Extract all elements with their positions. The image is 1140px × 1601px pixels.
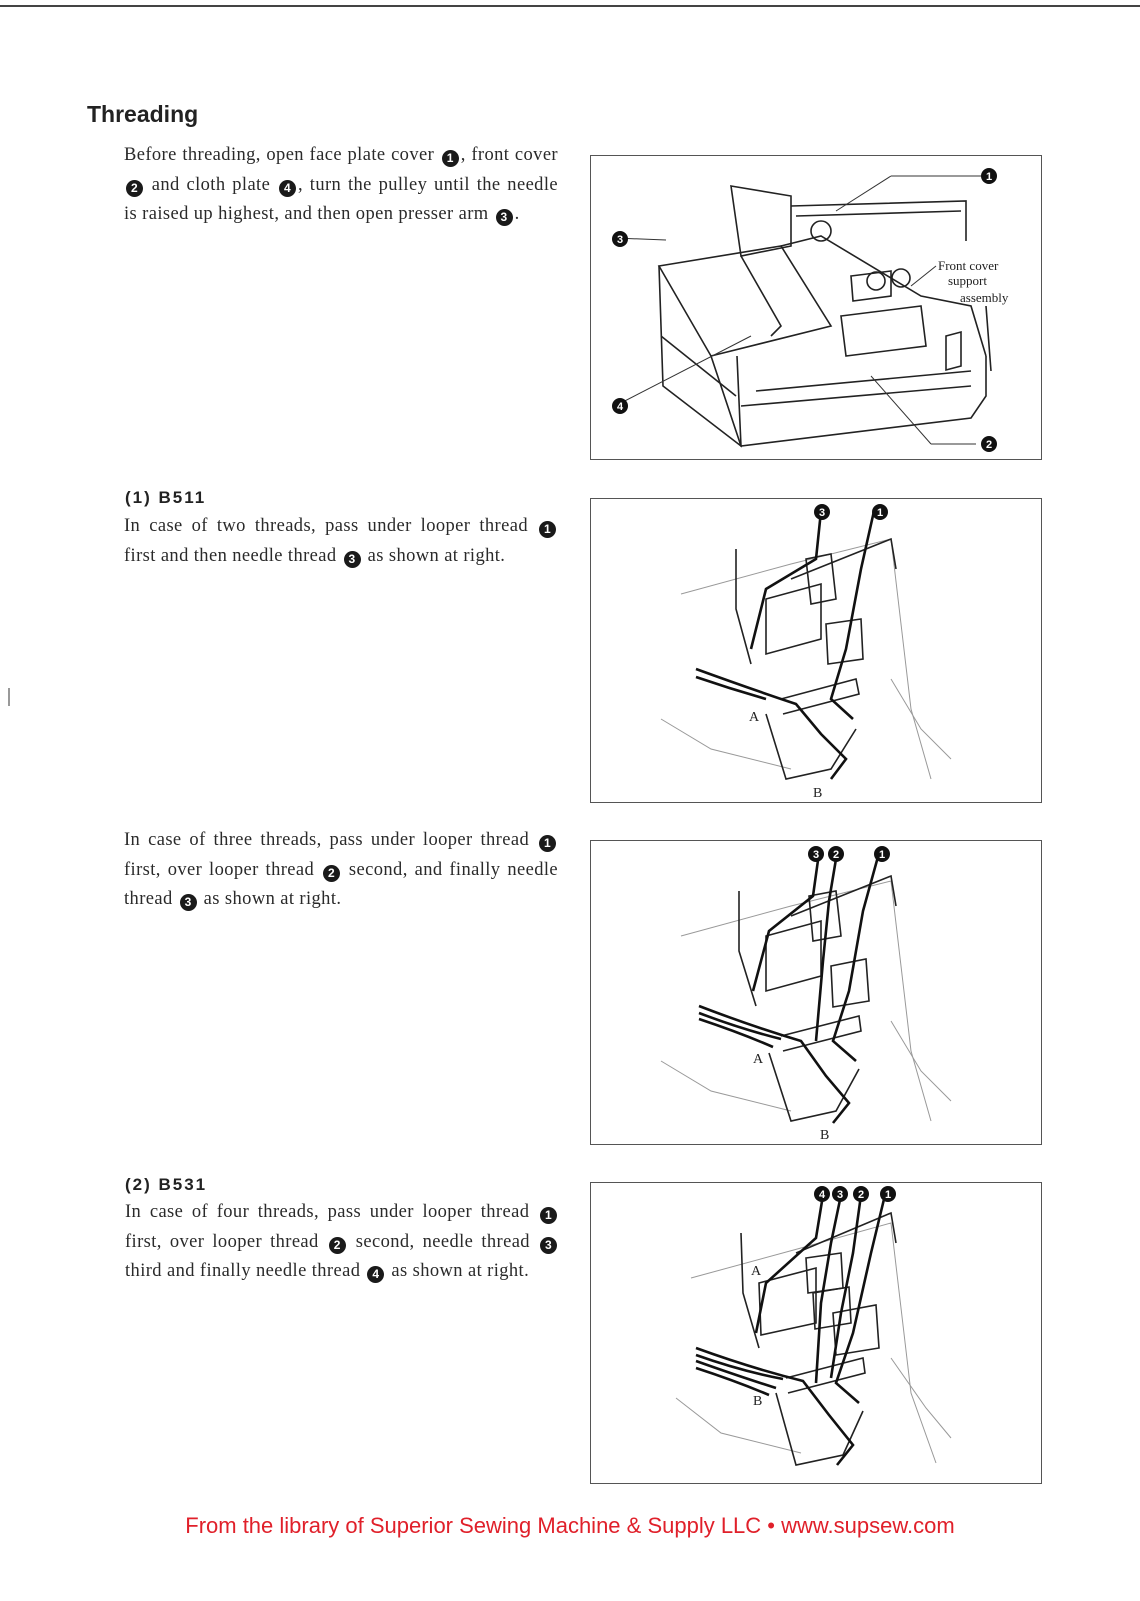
text: as shown at right.: [362, 545, 506, 566]
intro-text-5: .: [514, 204, 520, 224]
label-assembly: assembly: [960, 290, 1009, 305]
callout-label: 4: [616, 401, 624, 413]
callout-label: 1: [985, 171, 993, 183]
intro-text-2: , front cover: [460, 145, 558, 165]
callout-marker: 2: [323, 865, 340, 882]
callout-marker: 1: [540, 1207, 557, 1224]
callout-marker: 1: [539, 835, 556, 852]
callout-label: 1: [878, 849, 886, 861]
label-a: A: [751, 1264, 762, 1279]
leader-line: [836, 176, 891, 211]
label-support: support: [948, 273, 987, 288]
figure-machine-overview: [590, 155, 1042, 460]
four-thread-illustration: [591, 1183, 1041, 1483]
top-rule: [0, 5, 1140, 7]
text: third and finally needle thread: [125, 1261, 366, 1281]
figure-b511-two-thread: [590, 498, 1042, 803]
callout-marker: 4: [279, 180, 296, 197]
text: as shown at right.: [386, 1261, 530, 1281]
callout-label: 3: [818, 507, 826, 519]
intro-text-1: Before threading, open face plate cover: [124, 145, 440, 165]
leader-line: [871, 376, 931, 444]
callout-label: 3: [616, 234, 624, 246]
callout-marker: 1: [539, 521, 556, 538]
text: first and then needle thread: [124, 545, 342, 566]
callout-label: 2: [832, 849, 840, 861]
section-heading-b511: (1) B511: [125, 488, 207, 507]
text: first, over looper thread: [124, 859, 322, 880]
text: as shown at right.: [198, 889, 342, 909]
label-front-cover: Front cover: [938, 258, 999, 273]
b531-four-thread-paragraph: [125, 1198, 559, 1287]
callout-marker: 3: [496, 209, 513, 226]
figure-b531-four-thread: [590, 1182, 1042, 1484]
callout-marker: 4: [367, 1266, 384, 1283]
callout-label: 1: [876, 507, 884, 519]
text: second, and finally needle thread: [124, 859, 559, 909]
intro-paragraph: [124, 141, 558, 230]
callout-marker: 1: [442, 150, 459, 167]
text: second, needle thread: [347, 1231, 538, 1252]
callout-marker: 2: [126, 180, 143, 197]
two-thread-illustration: [591, 499, 1041, 802]
figure-b511-three-thread: [590, 840, 1042, 1145]
callout-label: 3: [812, 849, 820, 861]
callout-marker: 2: [329, 1237, 346, 1254]
b511-two-thread-paragraph: [124, 512, 558, 571]
callout-marker: 3: [540, 1237, 557, 1254]
page-title: Threading: [87, 101, 199, 127]
text: In case of four threads, pass under looper thread: [125, 1202, 538, 1222]
intro-text-3: and cloth plate: [145, 174, 277, 195]
callout-label: 2: [985, 439, 993, 451]
label-a: A: [753, 1052, 764, 1067]
callout-marker: 3: [344, 551, 361, 568]
label-a: A: [749, 710, 760, 725]
label-b: B: [753, 1394, 763, 1409]
callout-label: 1: [884, 1189, 892, 1201]
callout-label: 2: [857, 1189, 865, 1201]
leader-line: [615, 336, 751, 406]
callout-label: 3: [836, 1189, 844, 1201]
scan-mark: [8, 688, 10, 706]
text: In case of three threads, pass under looper thread: [124, 830, 537, 850]
text: first, over looper thread: [125, 1231, 327, 1252]
footer-credit: From the library of Superior Sewing Machine & Supply LLC • www.supsew.com: [185, 1513, 955, 1538]
three-thread-illustration: [591, 841, 1041, 1144]
intro-text-4: , turn the pulley until the needle is raised up highest, and then open presser arm: [124, 174, 558, 224]
leader-line: [911, 266, 936, 286]
section-heading-b531: (2) B531: [125, 1175, 208, 1194]
label-b: B: [813, 786, 823, 801]
label-b: B: [820, 1128, 830, 1143]
callout-label: 4: [818, 1189, 826, 1201]
callout-marker: 3: [180, 894, 197, 911]
b511-three-thread-paragraph: [124, 826, 558, 915]
text: In case of two threads, pass under looper thread: [124, 516, 537, 536]
machine-overview-illustration: [591, 156, 1041, 459]
